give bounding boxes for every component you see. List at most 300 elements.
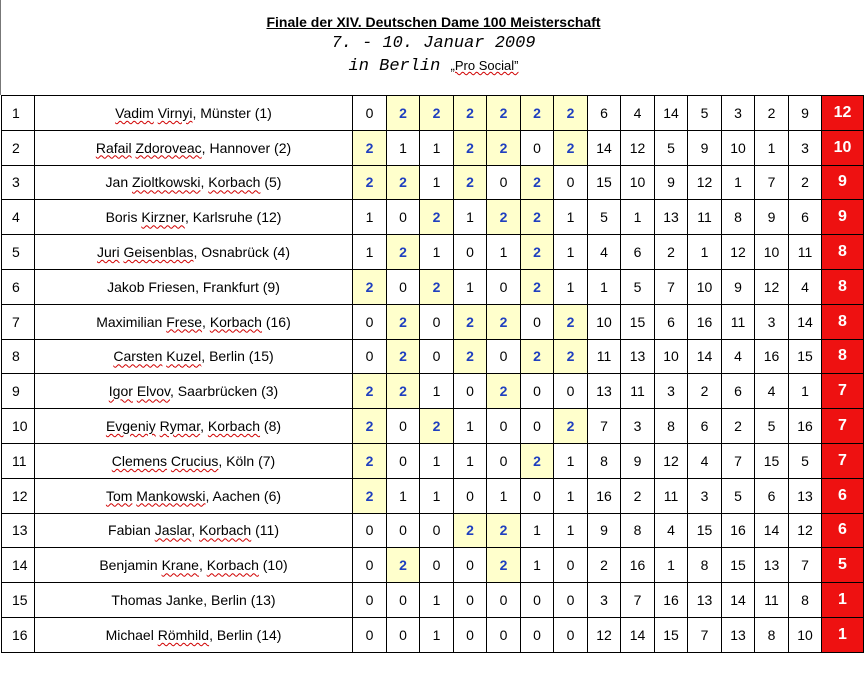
opponent-cell: 16: [588, 478, 621, 513]
opponent-cell: 8: [588, 443, 621, 478]
table-row: [2, 409, 864, 444]
player-seed: (8): [263, 418, 282, 435]
player-last-name: Römhild: [157, 626, 210, 643]
player-first-name: Tom: [105, 487, 133, 504]
game-score-cell: 1: [554, 478, 588, 513]
opponent-cell: 3: [655, 374, 688, 409]
opponent-cell: 14: [688, 339, 722, 374]
opponent-cell: 4: [588, 235, 621, 270]
player-last-name: Janke: [165, 592, 204, 609]
player-first-name: Juri: [97, 244, 120, 261]
opponent-cell: 8: [621, 513, 655, 548]
game-score-cell: 0: [554, 583, 588, 618]
game-score-cell: 2: [454, 165, 487, 200]
opponent-cell: 6: [722, 374, 755, 409]
game-score-cell: 2: [387, 165, 420, 200]
player-cell: Vadim Virnyi, Münster (1): [35, 96, 353, 131]
total-points-cell: 7: [822, 443, 864, 478]
opponent-cell: 15: [655, 617, 688, 652]
player-cell: Juri Geisenblas, Osnabrück (4): [35, 235, 353, 270]
player-city: Berlin: [209, 348, 245, 365]
opponent-cell: 2: [688, 374, 722, 409]
opponent-cell: 5: [588, 200, 621, 235]
opponent-cell: 12: [755, 269, 789, 304]
opponent-cell: 10: [655, 339, 688, 374]
game-score-cell: 2: [554, 409, 588, 444]
opponent-cell: 5: [789, 443, 822, 478]
player-first-name: Benjamin: [99, 557, 158, 574]
total-points-cell: 8: [822, 304, 864, 339]
player-seed: (3): [261, 383, 279, 400]
total-points-cell: 1: [822, 583, 864, 618]
player-last-name: Zioltkowski: [132, 174, 201, 191]
opponent-cell: 15: [621, 304, 655, 339]
opponent-cell: 8: [755, 617, 789, 652]
opponent-cell: 16: [755, 339, 789, 374]
game-score-cell: 0: [387, 617, 420, 652]
table-row: [2, 548, 864, 583]
opponent-cell: 2: [621, 478, 655, 513]
opponent-cell: 10: [722, 130, 755, 165]
player-city: Korbach: [207, 418, 261, 435]
total-points-cell: 12: [822, 96, 864, 131]
game-score-cell: 2: [521, 443, 554, 478]
opponent-cell: 15: [755, 443, 789, 478]
game-score-cell: 0: [454, 583, 487, 618]
game-score-cell: 1: [420, 165, 454, 200]
player-first-name: Jakob: [107, 278, 145, 295]
opponent-cell: 3: [755, 304, 789, 339]
player-cell: Fabian Jaslar, Korbach (11): [35, 513, 353, 548]
opponent-cell: 9: [722, 269, 755, 304]
game-score-cell: 0: [554, 374, 588, 409]
opponent-cell: 7: [789, 548, 822, 583]
game-score-cell: 0: [521, 409, 554, 444]
game-score-cell: 1: [420, 374, 454, 409]
player-city: Saarbrücken: [177, 383, 258, 400]
game-score-cell: 2: [353, 165, 387, 200]
opponent-cell: 12: [789, 513, 822, 548]
player-first-name: Michael: [105, 626, 154, 643]
opponent-cell: 3: [688, 478, 722, 513]
opponent-cell: 10: [755, 235, 789, 270]
game-score-cell: 2: [521, 269, 554, 304]
game-score-cell: 2: [454, 339, 487, 374]
opponent-cell: 3: [722, 96, 755, 131]
game-score-cell: 1: [420, 130, 454, 165]
game-score-cell: 0: [387, 269, 420, 304]
player-seed: (9): [262, 278, 280, 295]
rank-cell: 2: [2, 130, 35, 165]
player-cell: Carsten Kuzel, Berlin (15): [35, 339, 353, 374]
game-score-cell: 0: [487, 443, 521, 478]
player-last-name: Rymar: [159, 418, 201, 435]
total-points-cell: 5: [822, 548, 864, 583]
opponent-cell: 16: [789, 409, 822, 444]
game-score-cell: 2: [487, 548, 521, 583]
game-score-cell: 2: [454, 513, 487, 548]
player-last-name: Mankowski: [136, 487, 206, 504]
game-score-cell: 2: [554, 304, 588, 339]
opponent-cell: 4: [688, 443, 722, 478]
player-last-name: Jaslar: [154, 522, 192, 539]
player-cell: Tom Mankowski, Aachen (6): [35, 478, 353, 513]
opponent-cell: 10: [588, 304, 621, 339]
player-city: Korbach: [208, 174, 261, 191]
opponent-cell: 7: [755, 165, 789, 200]
opponent-cell: 2: [755, 96, 789, 131]
opponent-cell: 10: [789, 617, 822, 652]
total-points-cell: 9: [822, 200, 864, 235]
game-score-cell: 2: [521, 339, 554, 374]
game-score-cell: 0: [487, 583, 521, 618]
table-row: [2, 583, 864, 618]
total-points-cell: 10: [822, 130, 864, 165]
player-first-name: Jan: [105, 174, 129, 191]
game-score-cell: 1: [521, 548, 554, 583]
game-score-cell: 0: [487, 165, 521, 200]
opponent-cell: 13: [722, 617, 755, 652]
opponent-cell: 1: [755, 130, 789, 165]
game-score-cell: 0: [487, 617, 521, 652]
opponent-cell: 16: [655, 583, 688, 618]
opponent-cell: 11: [755, 583, 789, 618]
game-score-cell: 2: [487, 96, 521, 131]
game-score-cell: 2: [387, 235, 420, 270]
game-score-cell: 0: [353, 339, 387, 374]
opponent-cell: 5: [722, 478, 755, 513]
opponent-cell: 11: [655, 478, 688, 513]
player-cell: Michael Römhild, Berlin (14): [35, 617, 353, 652]
game-score-cell: 1: [420, 235, 454, 270]
opponent-cell: 11: [789, 235, 822, 270]
opponent-cell: 2: [588, 548, 621, 583]
opponent-cell: 5: [655, 130, 688, 165]
opponent-cell: 5: [621, 269, 655, 304]
opponent-cell: 9: [688, 130, 722, 165]
game-score-cell: 2: [353, 374, 387, 409]
game-score-cell: 2: [353, 269, 387, 304]
table-row: [2, 513, 864, 548]
opponent-cell: 6: [621, 235, 655, 270]
game-score-cell: 0: [387, 409, 420, 444]
game-score-cell: 2: [487, 130, 521, 165]
table-row: [2, 165, 864, 200]
rank-cell: 12: [2, 478, 35, 513]
rank-cell: 14: [2, 548, 35, 583]
player-last-name: Kirzner: [141, 209, 185, 226]
player-city: Hannover: [209, 139, 271, 156]
opponent-cell: 9: [655, 165, 688, 200]
player-cell: Evgeniy Rymar, Korbach (8): [35, 409, 353, 444]
game-score-cell: 0: [387, 200, 420, 235]
table-row: [2, 374, 864, 409]
game-score-cell: 0: [420, 304, 454, 339]
table-row: [2, 617, 864, 652]
opponent-cell: 1: [655, 548, 688, 583]
game-score-cell: 2: [454, 130, 487, 165]
opponent-cell: 6: [688, 409, 722, 444]
total-points-cell: 1: [822, 617, 864, 652]
table-row: [2, 269, 864, 304]
player-city: Berlin: [211, 592, 247, 609]
player-seed: (16): [265, 313, 291, 330]
player-last-name: Elvov: [136, 383, 171, 400]
opponent-cell: 6: [755, 478, 789, 513]
game-score-cell: 1: [554, 513, 588, 548]
opponent-cell: 16: [722, 513, 755, 548]
game-score-cell: 1: [487, 478, 521, 513]
player-first-name: Fabian: [108, 522, 151, 539]
game-score-cell: 2: [454, 304, 487, 339]
opponent-cell: 7: [588, 409, 621, 444]
opponent-cell: 11: [688, 200, 722, 235]
game-score-cell: 0: [521, 617, 554, 652]
opponent-cell: 9: [789, 96, 822, 131]
opponent-cell: 16: [688, 304, 722, 339]
player-cell: Clemens Crucius, Köln (7): [35, 443, 353, 478]
table-row: [2, 339, 864, 374]
opponent-cell: 13: [588, 374, 621, 409]
opponent-cell: 4: [655, 513, 688, 548]
opponent-cell: 9: [755, 200, 789, 235]
opponent-cell: 8: [789, 583, 822, 618]
game-score-cell: 0: [521, 583, 554, 618]
opponent-cell: 14: [621, 617, 655, 652]
table-row: [2, 130, 864, 165]
opponent-cell: 3: [621, 409, 655, 444]
opponent-cell: 14: [722, 583, 755, 618]
opponent-cell: 14: [655, 96, 688, 131]
game-score-cell: 2: [554, 339, 588, 374]
game-score-cell: 2: [420, 269, 454, 304]
opponent-cell: 12: [688, 165, 722, 200]
player-seed: (10): [262, 557, 288, 574]
player-first-name: Vadim: [115, 104, 154, 121]
table-row: [2, 96, 864, 131]
game-score-cell: 1: [387, 130, 420, 165]
player-first-name: Carsten: [113, 348, 163, 365]
game-score-cell: 0: [487, 339, 521, 374]
game-score-cell: 1: [487, 235, 521, 270]
game-score-cell: 0: [487, 409, 521, 444]
player-seed: (13): [250, 592, 276, 609]
opponent-cell: 2: [722, 409, 755, 444]
game-score-cell: 0: [554, 165, 588, 200]
table-row: [2, 304, 864, 339]
opponent-cell: 7: [688, 617, 722, 652]
game-score-cell: 1: [387, 478, 420, 513]
opponent-cell: 1: [688, 235, 722, 270]
rank-cell: 3: [2, 165, 35, 200]
game-score-cell: 0: [554, 617, 588, 652]
player-first-name: Boris: [105, 209, 138, 226]
player-last-name: Kuzel: [166, 348, 202, 365]
game-score-cell: 0: [353, 304, 387, 339]
game-score-cell: 0: [454, 617, 487, 652]
player-first-name: Igor: [108, 383, 133, 400]
opponent-cell: 3: [588, 583, 621, 618]
game-score-cell: 2: [387, 339, 420, 374]
game-score-cell: 0: [420, 339, 454, 374]
opponent-cell: 14: [588, 130, 621, 165]
total-points-cell: 8: [822, 339, 864, 374]
document-header: [0, 0, 867, 95]
player-city: Berlin: [216, 626, 253, 643]
rank-cell: 16: [2, 617, 35, 652]
player-city: Aachen: [212, 487, 261, 504]
opponent-cell: 13: [789, 478, 822, 513]
player-last-name: Friesen: [148, 278, 196, 295]
opponent-cell: 14: [755, 513, 789, 548]
player-seed: (15): [248, 348, 274, 365]
opponent-cell: 6: [655, 304, 688, 339]
opponent-cell: 4: [621, 96, 655, 131]
opponent-cell: 7: [722, 443, 755, 478]
opponent-cell: 3: [789, 130, 822, 165]
game-score-cell: 1: [454, 443, 487, 478]
total-points-cell: 6: [822, 513, 864, 548]
event-location: [0, 57, 867, 76]
player-city: Korbach: [206, 557, 259, 574]
total-points-cell: 7: [822, 374, 864, 409]
opponent-cell: 6: [789, 200, 822, 235]
opponent-cell: 8: [722, 200, 755, 235]
opponent-cell: 1: [789, 374, 822, 409]
opponent-cell: 2: [789, 165, 822, 200]
opponent-cell: 4: [722, 339, 755, 374]
game-score-cell: 2: [487, 513, 521, 548]
player-first-name: Clemens: [111, 452, 168, 469]
game-score-cell: 0: [353, 513, 387, 548]
opponent-cell: 6: [588, 96, 621, 131]
opponent-cell: 2: [655, 235, 688, 270]
game-score-cell: 1: [454, 269, 487, 304]
opponent-cell: 1: [621, 200, 655, 235]
game-score-cell: 0: [554, 548, 588, 583]
game-score-cell: 1: [554, 235, 588, 270]
game-score-cell: 2: [487, 374, 521, 409]
results-table: [1, 95, 864, 653]
opponent-cell: 8: [655, 409, 688, 444]
opponent-cell: 5: [688, 96, 722, 131]
game-score-cell: 1: [420, 478, 454, 513]
game-score-cell: 1: [454, 409, 487, 444]
opponent-cell: 14: [789, 304, 822, 339]
event-dates: 7. - 10. Januar 2009: [331, 34, 536, 53]
opponent-cell: 1: [722, 165, 755, 200]
opponent-cell: 12: [621, 130, 655, 165]
opponent-cell: 1: [588, 269, 621, 304]
player-city: Karlsruhe: [192, 209, 253, 226]
rank-cell: 9: [2, 374, 35, 409]
game-score-cell: 2: [353, 130, 387, 165]
game-score-cell: 1: [353, 200, 387, 235]
game-score-cell: 0: [387, 513, 420, 548]
rank-cell: 13: [2, 513, 35, 548]
opponent-cell: 7: [655, 269, 688, 304]
venue-name: „Pro Social”: [450, 58, 519, 73]
game-score-cell: 2: [487, 200, 521, 235]
game-score-cell: 2: [353, 443, 387, 478]
player-city: Korbach: [199, 522, 252, 539]
opponent-cell: 11: [621, 374, 655, 409]
opponent-cell: 5: [755, 409, 789, 444]
game-score-cell: 1: [554, 200, 588, 235]
game-score-cell: 2: [420, 200, 454, 235]
rank-cell: 11: [2, 443, 35, 478]
game-score-cell: 0: [521, 374, 554, 409]
game-score-cell: 2: [521, 165, 554, 200]
opponent-cell: 12: [722, 235, 755, 270]
player-last-name: Zdoroveac: [135, 139, 202, 156]
player-seed: (5): [264, 174, 282, 191]
game-score-cell: 2: [353, 409, 387, 444]
rank-cell: 10: [2, 409, 35, 444]
game-score-cell: 0: [454, 478, 487, 513]
player-seed: (12): [256, 209, 282, 226]
player-city: Köln: [226, 452, 255, 469]
player-last-name: Virnyi: [157, 104, 193, 121]
game-score-cell: 1: [454, 200, 487, 235]
game-score-cell: 0: [521, 130, 554, 165]
game-score-cell: 2: [554, 130, 588, 165]
rank-cell: 8: [2, 339, 35, 374]
opponent-cell: 13: [655, 200, 688, 235]
game-score-cell: 0: [353, 617, 387, 652]
opponent-cell: 4: [755, 374, 789, 409]
total-points-cell: 8: [822, 235, 864, 270]
player-seed: (2): [274, 139, 292, 156]
player-cell: Boris Kirzner, Karlsruhe (12): [35, 200, 353, 235]
game-score-cell: 2: [521, 96, 554, 131]
game-score-cell: 0: [387, 443, 420, 478]
player-cell: Rafail Zdoroveac, Hannover (2): [35, 130, 353, 165]
player-cell: Jakob Friesen, Frankfurt (9): [35, 269, 353, 304]
player-first-name: Evgeniy: [105, 418, 156, 435]
player-city: Osnabrück: [201, 244, 269, 261]
championship-title: Finale der XIV. Deutschen Dame 100 Meisterschaft: [266, 14, 601, 30]
player-last-name: Frese: [166, 313, 203, 330]
opponent-cell: 10: [621, 165, 655, 200]
player-cell: Jan Zioltkowski, Korbach (5): [35, 165, 353, 200]
player-seed: (7): [258, 452, 276, 469]
game-score-cell: 0: [420, 548, 454, 583]
game-score-cell: 2: [387, 374, 420, 409]
player-seed: (14): [256, 626, 282, 643]
game-score-cell: 0: [487, 269, 521, 304]
player-seed: (11): [255, 522, 279, 539]
results-body: [2, 96, 864, 653]
game-score-cell: 0: [420, 513, 454, 548]
player-cell: Benjamin Krane, Korbach (10): [35, 548, 353, 583]
opponent-cell: 8: [688, 548, 722, 583]
game-score-cell: 0: [521, 478, 554, 513]
total-points-cell: 6: [822, 478, 864, 513]
opponent-cell: 12: [588, 617, 621, 652]
player-seed: (6): [263, 487, 282, 504]
opponent-cell: 13: [688, 583, 722, 618]
rank-cell: 1: [2, 96, 35, 131]
player-cell: Maximilian Frese, Korbach (16): [35, 304, 353, 339]
opponent-cell: 16: [621, 548, 655, 583]
opponent-cell: 15: [588, 165, 621, 200]
game-score-cell: 1: [521, 513, 554, 548]
game-score-cell: 0: [454, 548, 487, 583]
player-city: Korbach: [209, 313, 262, 330]
rank-cell: 4: [2, 200, 35, 235]
opponent-cell: 15: [722, 548, 755, 583]
